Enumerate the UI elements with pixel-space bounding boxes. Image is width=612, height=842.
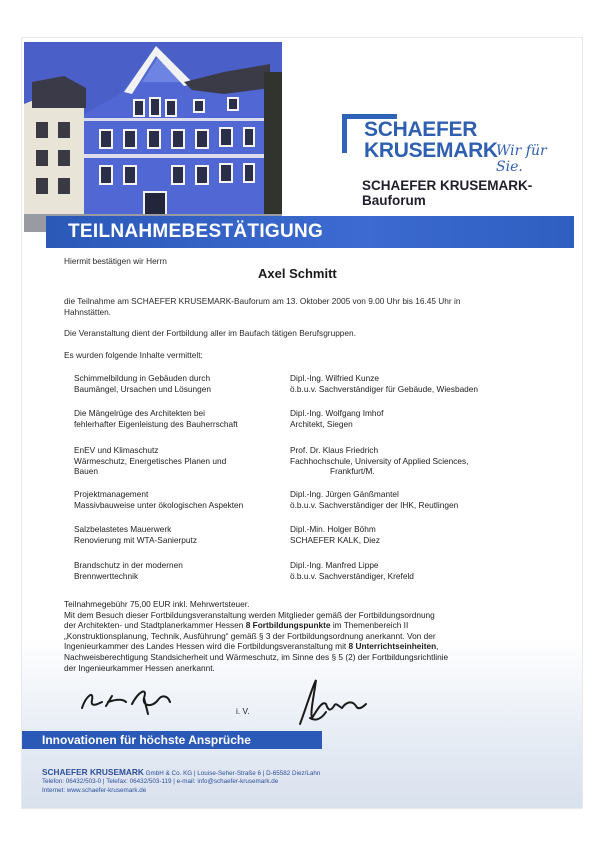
topic-line: Massivbauweise unter ökologischen Aspekten	[74, 499, 244, 510]
footer-company	[42, 767, 320, 777]
footer-address: GmbH & Co. KG | Louise-Seher-Straße 6 | D-65582 Diez/Lahn	[143, 770, 321, 777]
closing-line: Mit dem Besuch dieser Fortbildungsveranstaltung werden Mitglieder gemäß der Fortbildungsordnung	[64, 609, 435, 620]
participation-line: die Teilnahme am SCHAEFER KRUSEMARK-Bauforum am 13. Oktober 2005 von 9.00 Uhr bis 16.45 Uhr in	[64, 296, 461, 306]
signature-1	[78, 678, 188, 723]
title-banner	[46, 216, 574, 248]
closing-line: der Ingenieurkammer Hessen anerkannt.	[64, 662, 215, 673]
topic-item	[74, 408, 284, 429]
topic-item	[74, 560, 284, 581]
intro-text: Hiermit bestätigen wir Herrn	[64, 256, 167, 266]
speaker-item	[290, 408, 560, 429]
closing-line: Nachweisberechtigung Standsicherheit und Wärmeschutz, im Sinne des § 5 (2) der Fortbildungsrichtlinie	[64, 651, 449, 662]
topic-line: Wärmeschutz, Energetisches Planen und	[74, 455, 227, 466]
speaker-item	[290, 373, 560, 394]
points-emphasis: 8 Fortbildungspunkte	[245, 620, 331, 631]
certificate-page	[22, 38, 582, 808]
topic-line: Brandschutz in der modernen	[74, 560, 183, 570]
closing-fragment: im Themenbereich II	[330, 620, 409, 631]
closing-fragment: Ingenieurkammer des Landes Hessen wird die Fortbildungsveranstaltung mit	[64, 641, 349, 652]
participation-text	[64, 296, 460, 317]
closing-line	[64, 641, 564, 652]
logo-line-2: KRUSEMARK	[364, 139, 498, 162]
logo-slogan: Wir für Sie.	[496, 143, 547, 175]
topic-line: EnEV und Klimaschutz	[74, 445, 159, 455]
topic-item	[74, 524, 284, 545]
participant-name: Axel Schmitt	[258, 266, 337, 281]
footer-company-name: SCHAEFER KRUSEMARK	[42, 767, 144, 777]
logo-subtitle: SCHAEFER KRUSEMARK-Bauforum	[362, 178, 533, 208]
bottom-banner	[22, 731, 322, 749]
building-photo	[24, 42, 282, 232]
purpose-text: Die Veranstaltung dient der Fortbildung aller im Baufach tätigen Berufsgruppen.	[64, 328, 356, 338]
footer-web: Internet: www.schaefer-krusemark.de	[42, 787, 147, 794]
topic-line: Baumängel, Ursachen und Lösungen	[74, 383, 211, 394]
speaker-line: Dipl.-Ing. Wilfried Kunze	[290, 373, 379, 383]
footer-contact: Telefon: 06432/503-0 | Telefax: 06432/503-119 | e-mail: info@schaefer-krusemark.de	[42, 778, 279, 785]
speaker-line: SCHAEFER KALK, Diez	[290, 534, 380, 545]
signature-2	[286, 678, 376, 733]
closing-fragment: der Architekten- und Stadtplanerkammer Hessen	[64, 620, 246, 631]
speaker-line: ö.b.u.v. Sachverständiger, Krefeld	[290, 570, 414, 581]
speaker-item	[290, 489, 560, 510]
speaker-item	[290, 524, 560, 545]
speaker-line: Dipl.-Ing. Manfred Lippe	[290, 560, 379, 570]
speaker-line: Prof. Dr. Klaus Friedrich	[290, 445, 379, 455]
topic-line: Salzbelastetes Mauerwerk	[74, 524, 172, 534]
topic-item	[74, 445, 284, 477]
speaker-line: Fachhochschule, University of Applied Sciences,	[290, 455, 469, 466]
closing-fragment: ,	[436, 641, 439, 652]
speaker-line: Dipl.-Ing. Jürgen Gänßmantel	[290, 489, 399, 499]
speaker-line: Dipl.-Ing. Wolfgang Imhof	[290, 408, 384, 418]
topic-line: Brennwerttechnik	[74, 570, 139, 581]
company-logo	[342, 108, 577, 228]
topic-item	[74, 489, 284, 510]
topic-line: Die Mängelrüge des Architekten bei	[74, 408, 205, 418]
speaker-item	[290, 560, 560, 581]
document-title: TEILNAHMEBESTÄTIGUNG	[68, 221, 324, 242]
speaker-line: ö.b.u.v. Sachverständiger für Gebäude, Wiesbaden	[290, 383, 479, 394]
topic-line: fehlerhafter Eigenleistung des Bauherrschaft	[74, 418, 238, 429]
fee-text: Teilnahmegebühr 75,00 EUR inkl. Mehrwertsteuer.	[64, 599, 250, 609]
topic-line: Projektmanagement	[74, 489, 149, 499]
units-emphasis: 8 Unterrichtseinheiten	[348, 641, 437, 652]
topic-line: Schimmelbildung in Gebäuden durch	[74, 373, 211, 383]
topic-line: Bauen	[74, 466, 98, 476]
closing-paragraph	[64, 599, 564, 673]
closing-line: „Konstruktionsplanung, Technik, Ausführung“ gemäß § 3 der Fortbildungsordnung anerkannt. Von der	[64, 630, 436, 641]
topic-line: Renovierung mit WTA-Sanierputz	[74, 534, 197, 545]
speaker-line: Frankfurt/M.	[330, 466, 375, 476]
participation-line: Hahnstätten.	[64, 306, 112, 317]
speaker-line: ö.b.u.v. Sachverständiger der IHK, Reutlingen	[290, 499, 459, 510]
speaker-line: Dipl.-Min. Holger Böhm	[290, 524, 376, 534]
logo-line-1: SCHAEFER	[364, 118, 478, 141]
contents-intro: Es wurden folgende Inhalte vermittelt:	[64, 350, 203, 360]
speaker-item	[290, 445, 560, 477]
speaker-line: Architekt, Siegen	[290, 418, 353, 429]
bottom-banner-text: Innovationen für höchste Ansprüche	[42, 733, 251, 747]
iv-label: i. V.	[236, 706, 250, 716]
topic-item	[74, 373, 284, 394]
closing-line	[64, 620, 564, 631]
